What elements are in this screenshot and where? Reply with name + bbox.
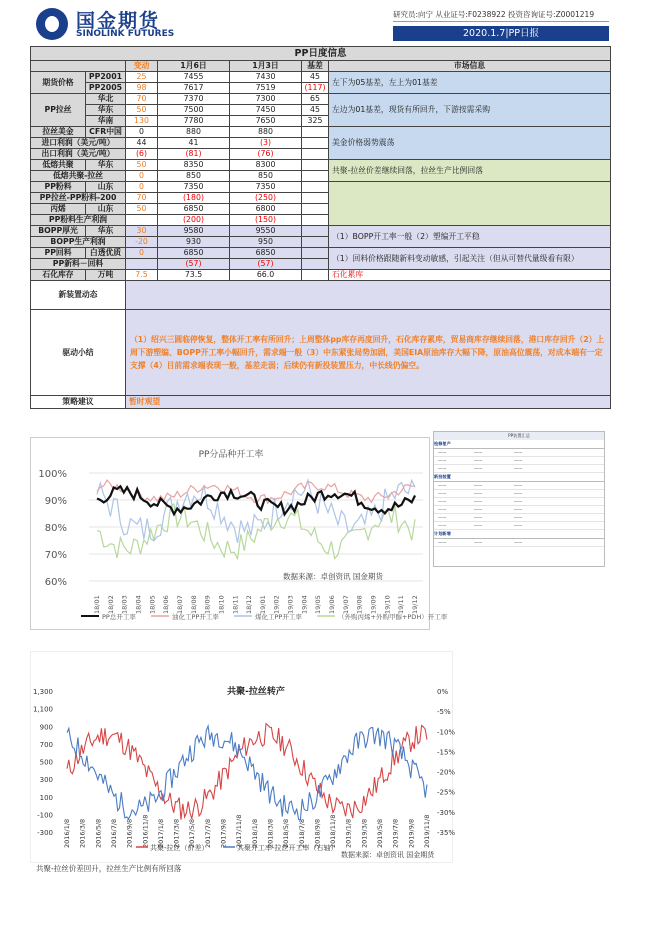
x-tick-label: 18/02 (106, 595, 115, 614)
y-right-tick: 0% (437, 688, 449, 696)
header-divider (393, 21, 609, 22)
market-info-6: （1）回料价格跟随新料变动敏感，引起关注（但从可替代量级看有限） (329, 248, 611, 270)
y-tick-label: 60% (44, 577, 67, 588)
cell-change: 0 (126, 182, 158, 193)
x-tick-label: 2017/7/8 (203, 818, 212, 848)
x-tick-label: 18/03 (120, 595, 129, 614)
row-group-label: 进口利润（美元/吨） (31, 138, 126, 149)
y-left-tick: -300 (37, 829, 53, 837)
x-tick-label: 18/12 (245, 595, 254, 614)
legend-label: PP总开工率 (102, 613, 136, 621)
x-tick-label: 2018/7/8 (297, 818, 306, 848)
device-summary-table (433, 431, 605, 567)
row-item-label: 华南 (86, 116, 126, 127)
market-info-3: 美金价格弱势震荡 (329, 127, 611, 160)
cell-change: 130 (126, 116, 158, 127)
table-row: —— —— —— (434, 490, 604, 498)
series-line (67, 724, 427, 820)
driver-text: （1）绍兴三圆临停恢复，整体开工率有所回升；上周整体pp库存再度回升，石化库存累库，贸易商库存继续回落，港口库存回升（2）上周下游塑编、BOPP开工率小幅回升，需求端一般（3）中东紧张局势加剧，美国EIA原油库存大幅下降，原油高位震荡，对成本端有一定支撑（4）目前需求端表现一般，基差走弱；后续仍有新投装置压力，中长线仍偏空。 (126, 310, 611, 396)
cell-spread (302, 138, 329, 149)
row-item-label: PP2005 (86, 83, 126, 94)
cell-change: 44 (126, 138, 158, 149)
cell-spread: 325 (302, 116, 329, 127)
x-tick-label: 2019/11/8 (423, 814, 431, 848)
x-tick-label: 18/09 (203, 595, 212, 614)
cell-spread (302, 248, 329, 259)
strategy-text: 暂时观望 (126, 396, 611, 409)
y-left-tick: 100 (39, 793, 53, 802)
table-row: —— —— —— (434, 506, 604, 514)
cell-d2: 8300 (230, 160, 302, 171)
y-left-tick: 1,100 (32, 705, 53, 714)
x-tick-label: 19/03 (286, 595, 295, 614)
cell-spread: 45 (302, 72, 329, 83)
cell-spread: 45 (302, 105, 329, 116)
cell-spread (302, 226, 329, 237)
table-title: PP日度信息 (31, 47, 611, 61)
cell-d1: 7500 (158, 105, 230, 116)
y-right-tick: -25% (437, 788, 456, 797)
row-group-label: BOPP生产利润 (31, 237, 126, 248)
header-spread: 基差 (302, 61, 329, 72)
cell-d2: 6800 (230, 204, 302, 215)
row-item-label: CFR中国 (86, 127, 126, 138)
row-group-label: PP回料 (31, 248, 86, 259)
table-row: —— —— —— (434, 522, 604, 530)
row-group-label: 拉丝美金 (31, 127, 86, 138)
x-tick-label: 2018/11/8 (329, 814, 338, 848)
x-tick-label: 2017/5/8 (188, 818, 197, 848)
logo-cn: 国金期货 (76, 10, 161, 32)
cell-d2: 950 (230, 237, 302, 248)
x-tick-label: 19/08 (355, 595, 364, 614)
cell-change: 98 (126, 83, 158, 94)
new-capacity-text (126, 281, 611, 310)
chart1-y-ticks (38, 469, 67, 588)
cell-spread (302, 270, 329, 281)
date-band: 2020.1.7|PP日报 (393, 26, 609, 41)
x-tick-label: 19/07 (341, 595, 350, 614)
cell-change: 70 (126, 94, 158, 105)
cell-d2: 7300 (230, 94, 302, 105)
summary-section-3: 计划新增 (434, 530, 604, 539)
cell-d2: 7650 (230, 116, 302, 127)
x-tick-label: 19/12 (411, 595, 419, 614)
cell-change: 70 (126, 193, 158, 204)
y-tick-label: 80% (44, 523, 67, 534)
chart2-x-ticks (63, 815, 431, 848)
y-right-tick: -10% (437, 728, 456, 737)
pp-daily-table (30, 46, 611, 409)
chart-copolymer-spread (30, 651, 456, 863)
market-info-blank (329, 182, 611, 226)
company-logo (36, 6, 176, 42)
x-tick-label: 18/08 (189, 595, 198, 614)
cell-d1: 930 (158, 237, 230, 248)
cell-change: 50 (126, 204, 158, 215)
row-item-label: 万吨 (86, 270, 126, 281)
logo-mark-icon (36, 8, 68, 40)
strategy-label: 策略建议 (31, 396, 126, 409)
table-row: —— —— —— (434, 514, 604, 522)
cell-change: 25 (126, 72, 158, 83)
x-tick-label: 18/11 (231, 595, 240, 614)
chart2-lines (67, 724, 427, 820)
chart2-title: 共聚-拉丝转产 (227, 687, 285, 697)
x-tick-label: 2018/5/8 (282, 818, 291, 848)
table-row: —— —— —— (434, 449, 604, 457)
row-item-label: 山东 (86, 182, 126, 193)
row-group-label: PP粉料 (31, 182, 86, 193)
y-left-tick: 700 (39, 740, 53, 749)
y-right-tick: -35% (437, 829, 456, 837)
y-tick-label: 70% (44, 550, 67, 561)
table-row: —— —— —— (434, 482, 604, 490)
x-tick-label: 2016/5/8 (94, 818, 103, 848)
cell-change (126, 215, 158, 226)
cell-d1: (200) (158, 215, 230, 226)
row-group-label: PP拉丝 (31, 94, 86, 127)
x-tick-label: 2017/3/8 (172, 818, 181, 848)
cell-d1: 7617 (158, 83, 230, 94)
y-right-tick: -15% (437, 748, 456, 757)
row-group-label: 出口利润（美元/吨） (31, 149, 126, 160)
x-tick-label: 18/05 (148, 595, 157, 614)
x-tick-label: 19/11 (397, 595, 406, 614)
market-info-7: 石化累库 (329, 270, 611, 281)
legend-label: 油化工PP开工率 (172, 613, 219, 621)
x-tick-label: 19/04 (300, 595, 309, 614)
cell-spread (302, 160, 329, 171)
cell-d2: 66.0 (230, 270, 302, 281)
chart2-y-right-ticks (437, 688, 455, 837)
chart1-source: 数据来源：卓创资讯 国金期货 (283, 572, 383, 581)
y-tick-label: 100% (38, 469, 67, 480)
cell-d1: (57) (158, 259, 230, 270)
summary-section-2: 新投装置 (434, 473, 604, 482)
x-tick-label: 19/10 (383, 595, 392, 614)
cell-change: 50 (126, 160, 158, 171)
y-right-tick: -20% (437, 768, 456, 777)
row-group-label: 期货价格 (31, 72, 86, 94)
y-right-tick: -5% (437, 708, 451, 717)
x-tick-label: 2019/7/8 (391, 818, 400, 848)
cell-d2: 7350 (230, 182, 302, 193)
cell-d1: 7370 (158, 94, 230, 105)
y-left-tick: 1,300 (32, 688, 53, 696)
x-tick-label: 2017/1/8 (156, 818, 165, 848)
cell-change: (6) (126, 149, 158, 160)
header-market: 市场信息 (329, 61, 611, 72)
table-row: —— —— —— (434, 498, 604, 506)
driver-label: 驱动小结 (31, 310, 126, 396)
row-group-label: PP新料－回料 (31, 259, 126, 270)
x-tick-label: 2019/1/8 (344, 818, 353, 848)
x-tick-label: 2016/7/8 (109, 818, 118, 848)
header-change: 变动 (126, 61, 158, 72)
cell-spread (302, 259, 329, 270)
row-group-label: 低熔共聚 (31, 160, 86, 171)
x-tick-label: 2016/11/8 (141, 814, 150, 848)
y-left-tick: 500 (39, 758, 53, 767)
x-tick-label: 18/07 (175, 595, 184, 614)
cell-d2: 6850 (230, 248, 302, 259)
cell-spread (302, 193, 329, 204)
cell-d1: 7350 (158, 182, 230, 193)
row-group-label: 石化库存 (31, 270, 86, 281)
x-tick-label: 19/02 (272, 595, 281, 614)
x-tick-label: 18/04 (134, 595, 143, 614)
chart1-lines (97, 480, 415, 558)
cell-change: 0 (126, 171, 158, 182)
row-group-label: BOPP厚光 (31, 226, 86, 237)
x-tick-label: 2016/1/8 (63, 818, 71, 848)
legend-label: 共聚开工率-拉丝开工率（右轴） (237, 844, 338, 852)
cell-d2: (57) (230, 259, 302, 270)
cell-change (126, 259, 158, 270)
cell-spread (302, 149, 329, 160)
cell-change: 7.5 (126, 270, 158, 281)
table-row: —— —— —— (434, 457, 604, 465)
legend-label: 共聚-拉丝（价差） (150, 844, 209, 852)
row-group-label: PP粉料生产利润 (31, 215, 126, 226)
table-row: —— —— —— (434, 539, 604, 547)
chart2-y-left-ticks (33, 688, 53, 837)
cell-d1: 6850 (158, 204, 230, 215)
row-item-label: 山东 (86, 204, 126, 215)
y-left-tick: 900 (39, 723, 53, 732)
row-group-label: 丙烯 (31, 204, 86, 215)
y-left-tick: 300 (39, 776, 53, 785)
row-group-label: PP拉丝-PP粉料-200 (31, 193, 126, 204)
summary-title: PP装置汇总 (434, 432, 604, 440)
y-tick-label: 90% (44, 496, 67, 507)
cell-d2: (3) (230, 138, 302, 149)
cell-d1: 8350 (158, 160, 230, 171)
cell-spread (302, 237, 329, 248)
row-group-label: 低熔共聚-拉丝 (31, 171, 126, 182)
cell-spread: 65 (302, 94, 329, 105)
row-item-label: 华北 (86, 94, 126, 105)
x-tick-label: 18/01 (93, 595, 101, 614)
summary-section-1: 检修复产 (434, 440, 604, 449)
x-tick-label: 2016/9/8 (125, 818, 134, 848)
cell-d1: 9580 (158, 226, 230, 237)
logo-en: SINOLINK FUTURES (76, 29, 175, 39)
chart2-source: 数据来源：卓创资讯 国金期货 (341, 851, 435, 859)
cell-d2: 850 (230, 171, 302, 182)
new-capacity-label: 新装置动态 (31, 281, 126, 310)
cell-d2: (76) (230, 149, 302, 160)
cell-d2: 7450 (230, 105, 302, 116)
cell-spread (302, 204, 329, 215)
chart2-footnote: 共聚-拉丝价差回升，拉丝生产比例有所回落 (36, 864, 182, 873)
cell-spread (302, 215, 329, 226)
y-right-tick: -30% (437, 808, 456, 817)
x-tick-label: 19/06 (328, 595, 337, 614)
cell-d2: (150) (230, 215, 302, 226)
row-item-label: 华东 (86, 226, 126, 237)
cell-d1: 73.5 (158, 270, 230, 281)
cell-d1: 7780 (158, 116, 230, 127)
x-tick-label: 2019/9/8 (407, 818, 416, 848)
cell-change: -20 (126, 237, 158, 248)
x-tick-label: 19/01 (258, 595, 267, 614)
row-item-label: PP2001 (86, 72, 126, 83)
row-item-label: 华东 (86, 105, 126, 116)
x-tick-label: 18/10 (217, 595, 226, 614)
header-date2: 1月3日 (230, 61, 302, 72)
cell-d2: 880 (230, 127, 302, 138)
market-info-5: （1）BOPP开工率一般（2）塑编开工平稳 (329, 226, 611, 248)
x-tick-label: 2018/1/8 (250, 818, 259, 848)
row-item-label: 白透优质 (86, 248, 126, 259)
cell-spread (302, 182, 329, 193)
market-info-4: 共聚-拉丝价差继续回落，拉丝生产比例回落 (329, 160, 611, 182)
chart2-legend (136, 843, 338, 852)
cell-d1: 6850 (158, 248, 230, 259)
cell-d1: (81) (158, 149, 230, 160)
cell-change: 30 (126, 226, 158, 237)
header-blank (31, 61, 126, 72)
x-tick-label: 2018/3/8 (266, 818, 275, 848)
cell-d1: 850 (158, 171, 230, 182)
cell-d2: 7519 (230, 83, 302, 94)
market-info-2: 左边为01基差，现货有所回升，下游按需采购 (329, 94, 611, 127)
x-tick-label: 2017/11/8 (235, 814, 244, 848)
cell-d1: 7455 (158, 72, 230, 83)
cell-spread (302, 171, 329, 182)
x-tick-label: 19/05 (314, 595, 323, 614)
cell-d1: (180) (158, 193, 230, 204)
chart2-svg (31, 652, 454, 864)
chart1-title: PP分品种开工率 (198, 450, 264, 460)
cell-change: 0 (126, 248, 158, 259)
table-row: —— —— —— (434, 465, 604, 473)
cell-d2: (250) (230, 193, 302, 204)
cell-d2: 9550 (230, 226, 302, 237)
y-left-tick: -100 (37, 811, 53, 820)
legend-label: 煤化工PP开工率 (255, 613, 302, 621)
cell-spread (302, 127, 329, 138)
x-tick-label: 2018/9/8 (313, 818, 322, 848)
series-line (67, 726, 427, 820)
x-tick-label: 18/06 (162, 595, 171, 614)
cell-change: 0 (126, 127, 158, 138)
cell-change: 50 (126, 105, 158, 116)
x-tick-label: 2017/9/8 (219, 818, 228, 848)
cell-spread: (117) (302, 83, 329, 94)
chart1-x-ticks (93, 595, 419, 614)
x-tick-label: 2019/5/8 (376, 818, 385, 848)
cell-d1: 41 (158, 138, 230, 149)
legend-label: （外购丙烯+外购甲醇+PDH）开工率 (338, 613, 448, 621)
cell-d2: 7430 (230, 72, 302, 83)
x-tick-label: 19/09 (369, 595, 378, 614)
header-date1: 1月6日 (158, 61, 230, 72)
analyst-info: 研究员:向宁 从业证号:F0238922 投资咨询证号:Z0001219 (393, 10, 595, 19)
row-item-label: 华东 (86, 160, 126, 171)
x-tick-label: 2019/3/8 (360, 818, 369, 848)
market-info-1: 左下为05基差，左上为01基差 (329, 72, 611, 94)
cell-d1: 880 (158, 127, 230, 138)
x-tick-label: 2016/3/8 (78, 818, 87, 848)
